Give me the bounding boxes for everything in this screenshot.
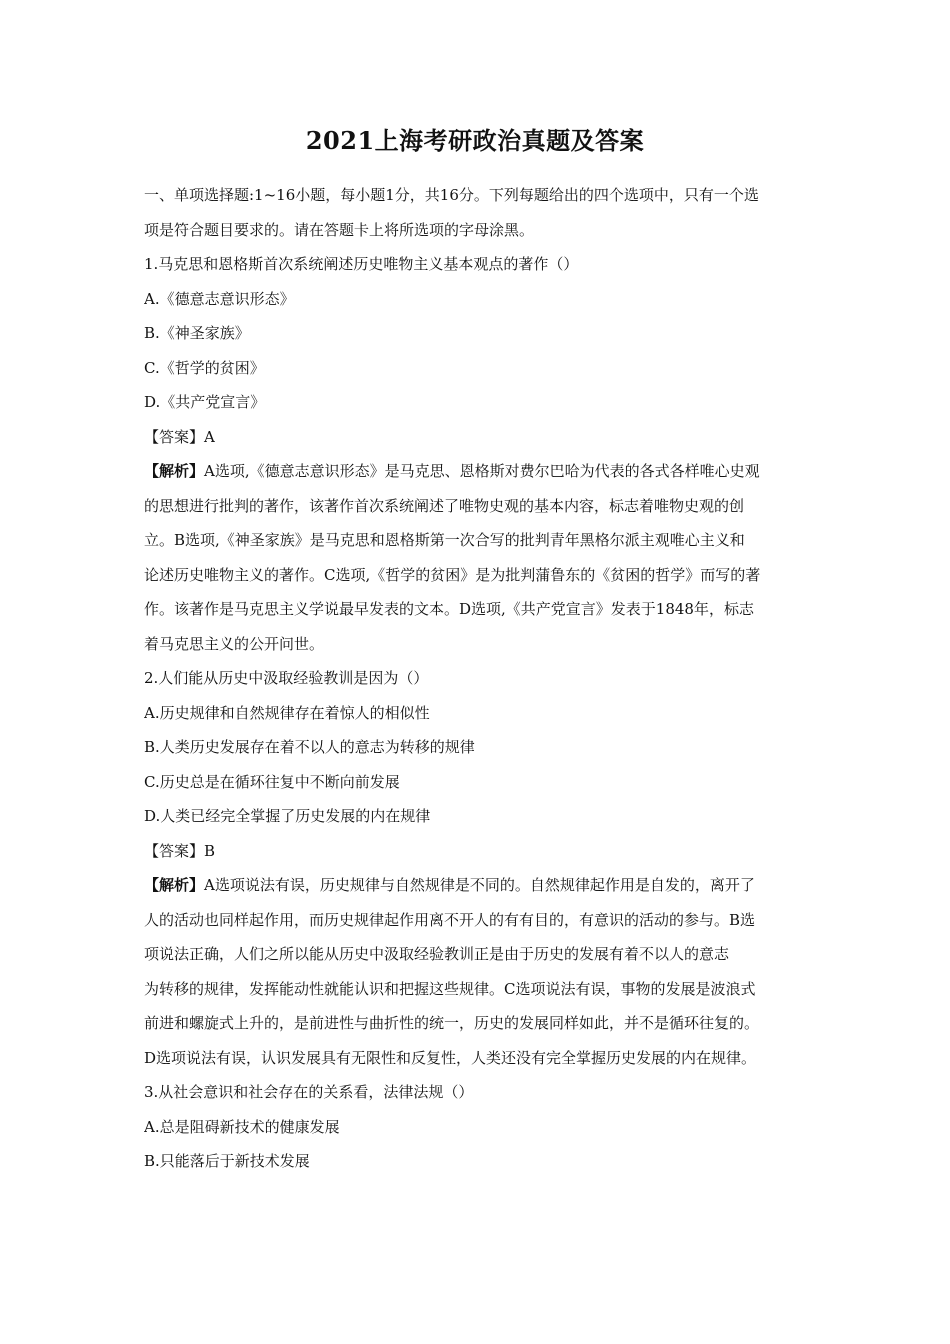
question-option: B.只能落后于新技术发展	[144, 1152, 310, 1170]
question-option: A.《德意志意识形态》	[144, 289, 295, 308]
analysis-line: 作。该著作是马克思主义学说最早发表的文本。D选项,《共产党宣言》发表于1848年，标志	[144, 600, 754, 618]
analysis-line: 为转移的规律，发挥能动性就能认识和把握这些规律。C选项说法有误，事物的发展是波浪式	[144, 979, 756, 998]
answer-label: 【答案】	[144, 427, 205, 446]
question-option: C.《哲学的贫困》	[144, 358, 265, 377]
instruction-line: 项是符合题目要求的。请在答题卡上将所选项的字母涂黑。	[144, 220, 535, 239]
question-stem: 1.马克思和恩格斯首次系统阐述历史唯物主义基本观点的著作（）	[144, 255, 579, 273]
question-option: B.《神圣家族》	[144, 324, 250, 342]
answer-value: B	[204, 841, 216, 860]
instruction-line: 一、单项选择题:1~16小题，每小题1分，共16分。下列每题给出的四个选项中，只有一个选	[144, 186, 759, 204]
question-option: D.《共产党宣言》	[144, 393, 266, 411]
analysis-line: 项说法正确，人们之所以能从历史中汲取经验教训正是由于历史的发展有着不以人的意志	[144, 945, 730, 963]
question-option: A.历史规律和自然规律存在着惊人的相似性	[144, 703, 430, 722]
answer-value: A	[204, 427, 215, 446]
question-stem: 2.人们能从历史中汲取经验教训是因为（）	[144, 669, 429, 687]
answer-line	[144, 834, 806, 869]
question-option: B.人类历史发展存在着不以人的意志为转移的规律	[144, 738, 475, 756]
analysis-line: 的思想进行批判的著作，该著作首次系统阐述了唯物史观的基本内容，标志着唯物史观的创	[144, 496, 745, 515]
analysis-line: 人的活动也同样起作用，而历史规律起作用离不开人的有有目的，有意识的活动的参与。B选	[144, 910, 756, 929]
analysis-line	[144, 454, 806, 489]
document-title: 2021上海考研政治真题及答案	[305, 126, 645, 155]
answer-line	[144, 420, 806, 455]
analysis-line: D选项说法有误，认识发展具有无限性和反复性，人类还没有完全掌握历史发展的内在规律。	[144, 1048, 757, 1067]
analysis-line: 着马克思主义的公开问世。	[144, 634, 325, 653]
question-stem: 3.从社会意识和社会存在的关系看，法律法规（）	[144, 1083, 474, 1101]
analysis-line: 论述历史唯物主义的著作。C选项,《哲学的贫困》是为批判蒲鲁东的《贫困的哲学》而写的著	[144, 565, 761, 584]
answer-label: 【答案】	[144, 841, 205, 860]
question-option: C.历史总是在循环往复中不断向前发展	[144, 772, 400, 791]
analysis-line: 立。B选项,《神圣家族》是马克思和恩格斯第一次合写的批判青年黑格尔派主观唯心主义和	[144, 531, 745, 549]
analysis-line	[144, 868, 806, 903]
analysis-text: A选项说法有误，历史规律与自然规律是不同的。自然规律起作用是自发的，离开了	[204, 876, 755, 894]
question-option: A.总是阻碍新技术的健康发展	[144, 1117, 340, 1136]
question-option: D.人类已经完全掌握了历史发展的内在规律	[144, 807, 431, 825]
analysis-label: 【解析】	[144, 876, 205, 894]
analysis-text: A选项,《德意志意识形态》是马克思、恩格斯对费尔巴哈为代表的各式各样唯心史观	[204, 462, 760, 480]
analysis-line: 前进和螺旋式上升的，是前进性与曲折性的统一，历史的发展同样如此，并不是循环往复的。	[144, 1014, 760, 1032]
analysis-label: 【解析】	[144, 462, 205, 480]
document-body	[144, 178, 806, 1179]
